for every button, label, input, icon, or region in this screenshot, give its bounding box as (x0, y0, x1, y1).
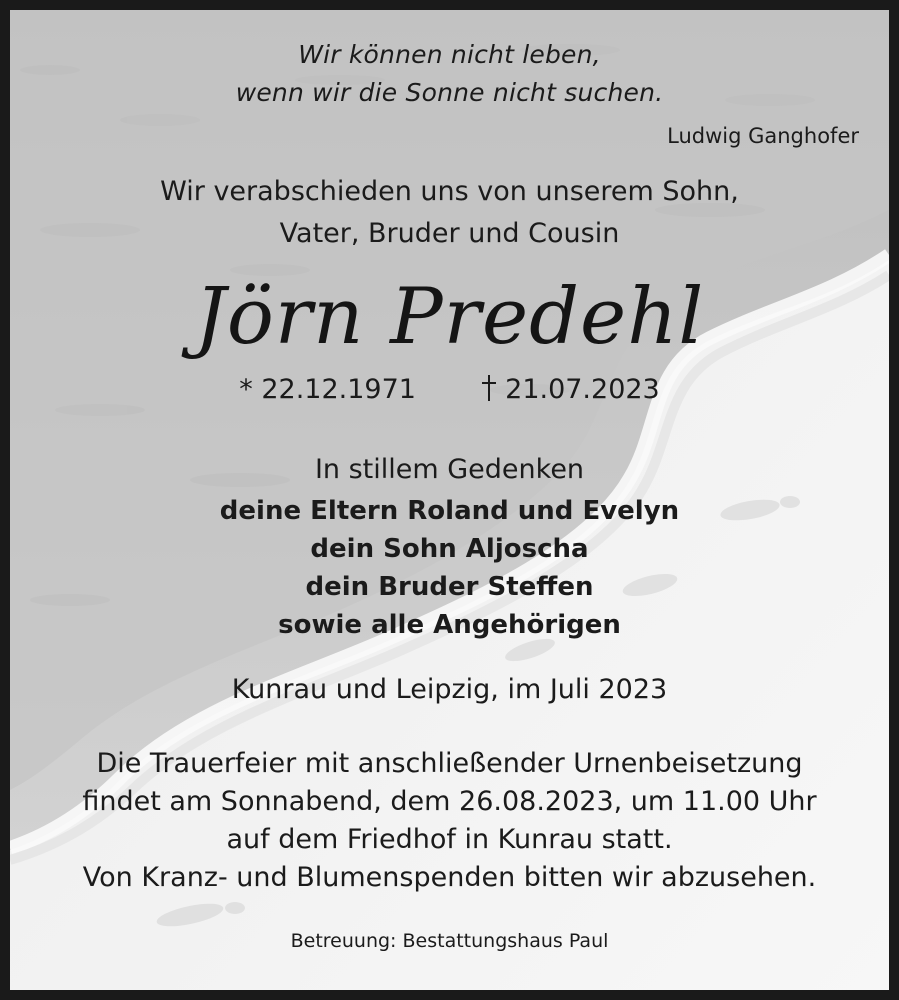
life-dates (10, 374, 889, 405)
deceased-name: Jörn Predehl (194, 272, 705, 362)
quote-line-2: wenn wir die Sonne nicht suchen. (235, 78, 664, 107)
service-line: findet am Sonnabend, dem 26.08.2023, um 11.00 Uhr (82, 786, 817, 817)
quote-line-1: Wir können nicht leben, (298, 40, 601, 69)
mourner-line: sowie alle Angehörigen (278, 610, 621, 640)
service-line: Die Trauerfeier mit anschließender Urnenbeisetzung (96, 748, 803, 779)
notice-content (10, 10, 889, 990)
death-date: 21.07.2023 (505, 374, 660, 405)
birth-date: * 22.12.1971 (239, 374, 416, 405)
mourner-line: dein Sohn Aljoscha (310, 534, 589, 564)
service-line: auf dem Friedhof in Kunrau statt. (226, 824, 673, 855)
cross-icon (481, 375, 497, 401)
intro-line-2: Vater, Bruder und Cousin (279, 218, 620, 249)
quote-author: Ludwig Ganghofer (667, 124, 859, 148)
intro-line-1: Wir verabschieden uns von unserem Sohn, (160, 176, 739, 207)
place-and-date: Kunrau und Leipzig, im Juli 2023 (231, 674, 668, 705)
funeral-home: Betreuung: Bestattungshaus Paul (290, 930, 609, 952)
mourner-line: dein Bruder Steffen (305, 572, 594, 602)
mourner-line: deine Eltern Roland und Evelyn (219, 496, 680, 526)
service-line: Von Kranz- und Blumenspenden bitten wir abzusehen. (82, 862, 817, 893)
memory-heading: In stillem Gedenken (314, 454, 585, 485)
